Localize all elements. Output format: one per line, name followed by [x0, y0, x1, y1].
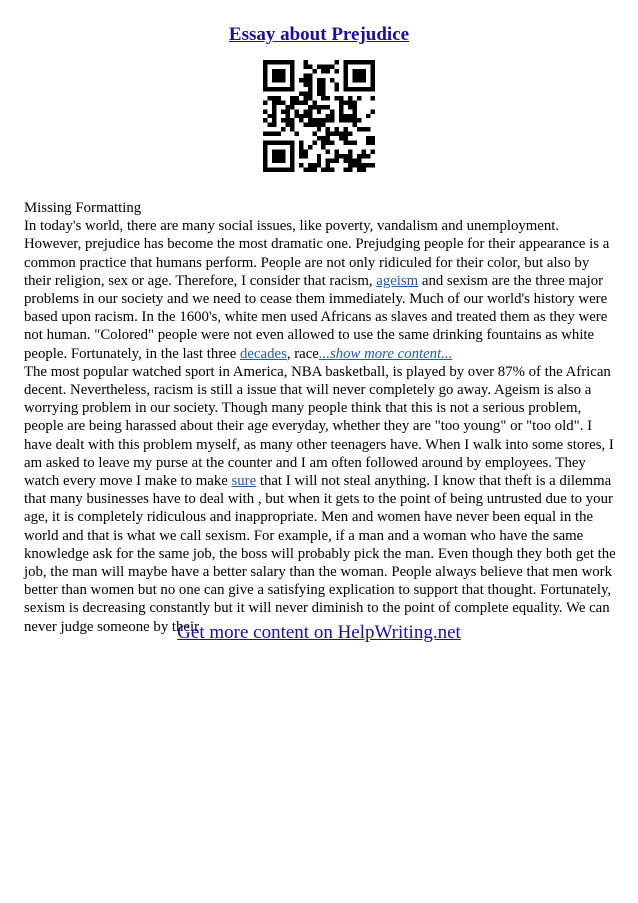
- paragraph-2-text-b: that I will not steal anything. I know that theft is a dilemma that many businesses have to deal with , but when it gets to the point of being untrusted due to your age, it is completely ridiculous and inappropriate. Men and women have never been equal in the world and that is what we call sexism. For example, if a man and a woman who have the same knowledge ask for the same job, the boss will probably pick the man. Even though they both get the job, the man will maybe have a better salary than the woman. People always believe that men work better than women but no one can give a satisfying explication to support that thought. Fortunately, sexism is decreasing constantly but it will never diminish to the point of complete equality. We can never judge someone by their: [24, 473, 616, 635]
- get-more-content-link[interactable]: Get more content on HelpWriting.net: [177, 622, 461, 643]
- paragraph-2: [24, 363, 618, 636]
- essay-title-link[interactable]: Essay about Prejudice: [228, 24, 410, 45]
- paragraph-1-text-b: and sexism are the three major problems in our society and we need to cease them immediately. Much of our world's history were based upon racism. In the 1600's, white men used Africans as slaves and treated them as they were not human. "Colored" people were not even allowed to use the same drinking fountains as white people. Fortunately, in the last three: [24, 272, 608, 362]
- paragraph-1-text-a: In today's world, there are many social issues, like poverty, vandalism and unemployment. However, prejudice has become the most dramatic one. Prejudging people for their appearance is a common practice that humans perform. People are not only ridiculed for their color, but also by their religion, sex or age. Therefore, I consider that racism,: [24, 218, 610, 289]
- show-more-link[interactable]: ...show more content...: [318, 345, 453, 362]
- paragraph-1: [24, 217, 618, 363]
- essay-body: [24, 199, 618, 636]
- qr-code-icon: [263, 60, 375, 172]
- ageism-link[interactable]: ageism: [376, 272, 419, 289]
- paragraph-1-text-c: , race: [286, 345, 319, 362]
- section-heading: Missing Formatting: [24, 200, 142, 216]
- decades-link[interactable]: decades: [240, 345, 287, 362]
- paragraph-2-text-a: The most popular watched sport in America, NBA basketball, is played by over 87% of the African decent. Nevertheless, racism is still a issue that will never completely go away. Ageism is also a worrying problem in our society. Though many people think that this is not a serious problem, people are being harassed about their age everyday, whether they are "too young" or "too old". I have dealt with this problem myself, as many other teenagers have. When I walk into some stores, I am asked to leave my purse at the counter and I am often followed around by employees. They watch every move I make to make: [24, 363, 614, 490]
- sure-link[interactable]: sure: [231, 473, 257, 490]
